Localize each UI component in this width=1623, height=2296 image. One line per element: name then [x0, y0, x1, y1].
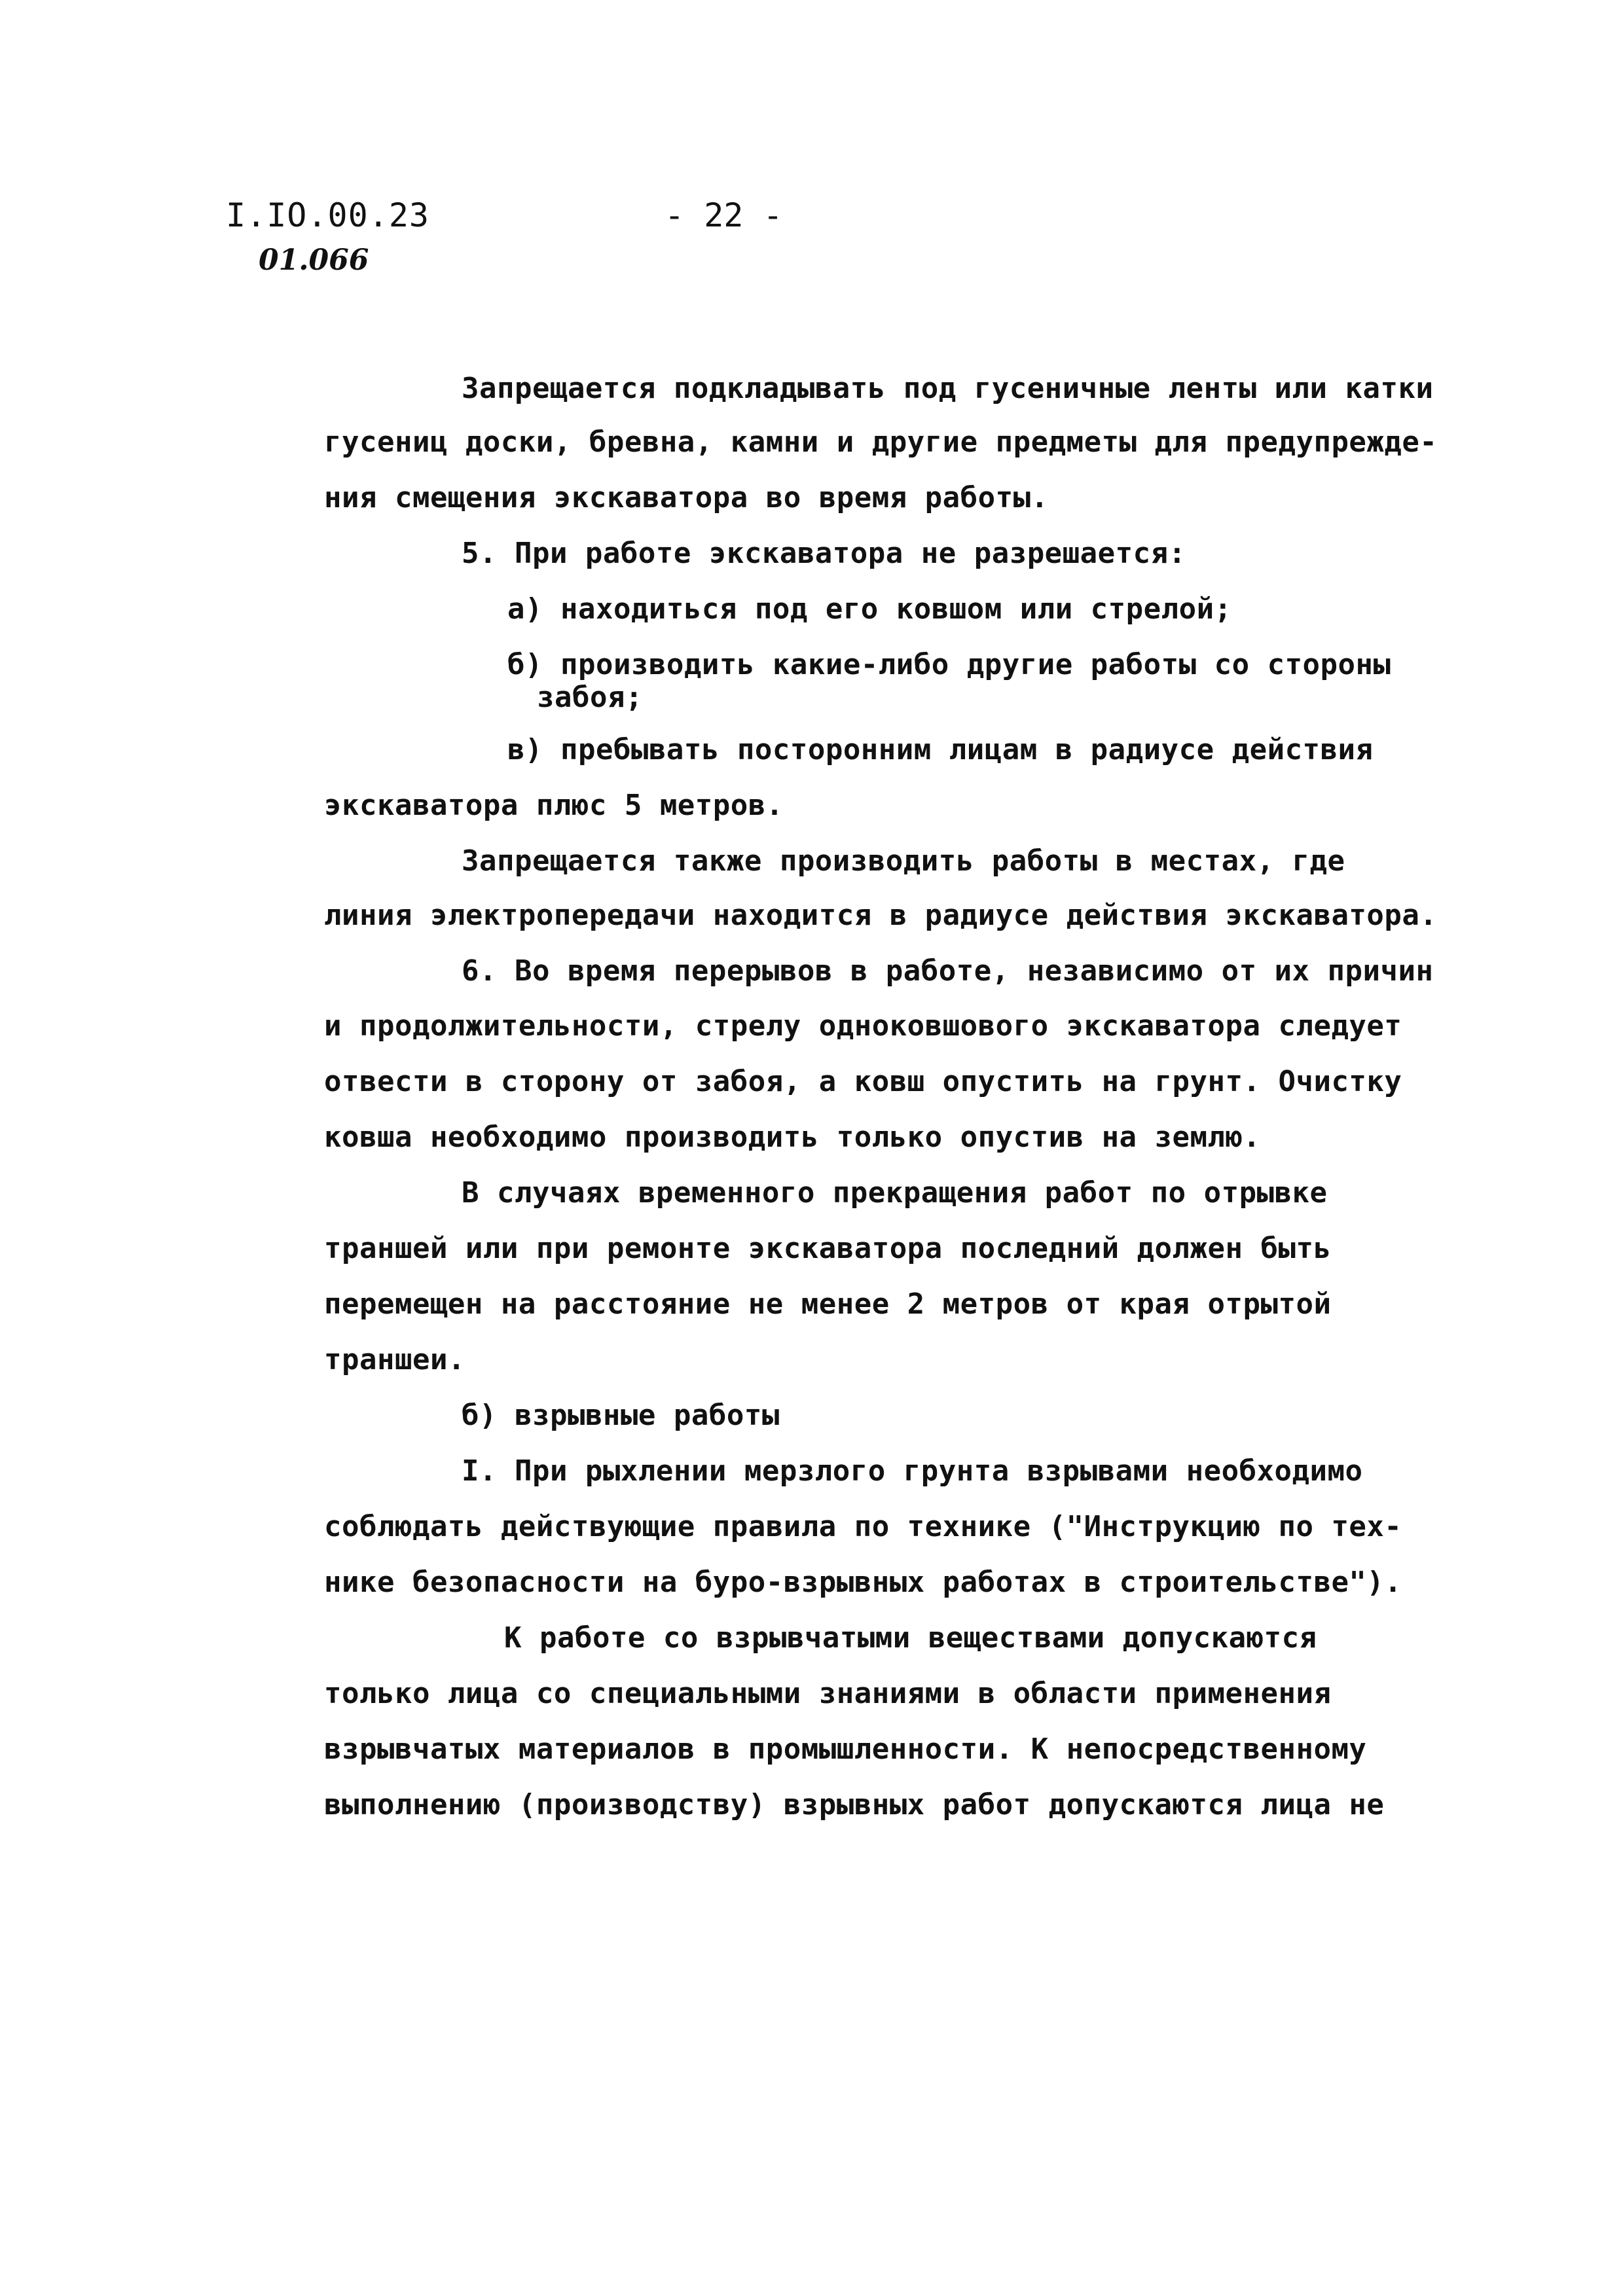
- text-line: I. При рыхлении мерзлого грунта взрывами необходимо: [462, 1454, 1363, 1488]
- text-line: линия электропередачи находится в радиусе действия экскаватора.: [324, 899, 1438, 932]
- handwritten-code: 01.066: [259, 243, 369, 277]
- text-line: Запрещается также производить работы в местах, где: [462, 844, 1345, 878]
- text-line: В случаях временного прекращения работ по отрывке: [462, 1176, 1328, 1210]
- page-number: - 22 -: [665, 196, 783, 234]
- text-line: выполнению (производству) взрывных работ допускаются лица не: [324, 1788, 1385, 1821]
- text-line: 6. Во время перерывов в работе, независимо от их причин: [462, 954, 1434, 988]
- section-heading: б) взрывные работы: [462, 1399, 780, 1432]
- text-line: К работе со взрывчатыми веществами допускаются: [504, 1621, 1317, 1655]
- text-line: соблюдать действующие правила по технике ("Инструкцию по тех-: [324, 1510, 1402, 1543]
- text-line: ния смещения экскаватора во время работы.: [324, 481, 1049, 514]
- text-line: отвести в сторону от забоя, а ковш опустить на грунт. Очистку: [324, 1065, 1402, 1098]
- text-line: только лица со специальными знаниями в области применения: [324, 1677, 1332, 1710]
- text-line: нике безопасности на буро-взрывных работах в строительстве").: [324, 1566, 1402, 1599]
- text-line: а) находиться под его ковшом или стрелой;: [507, 592, 1232, 626]
- text-line: и продолжительности, стрелу одноковшового экскаватора следует: [324, 1009, 1402, 1043]
- text-line: ковша необходимо производить только опустив на землю.: [324, 1121, 1261, 1154]
- text-line: в) пребывать посторонним лицам в радиусе действия: [507, 733, 1374, 766]
- text-line: взрывчатых материалов в промышленности. К непосредственному: [324, 1732, 1367, 1766]
- text-line: Запрещается подкладывать под гусеничные ленты или катки: [462, 372, 1434, 405]
- document-code: I.IO.00.23: [226, 196, 430, 234]
- text-line: перемещен на расстояние не менее 2 метров от края отрытой: [324, 1287, 1332, 1321]
- text-line: экскаватора плюс 5 метров.: [324, 789, 784, 822]
- text-line: б) производить какие-либо другие работы со стороны: [507, 648, 1391, 681]
- text-line: забоя;: [537, 681, 643, 714]
- text-line: 5. При работе экскаватора не разрешается:: [462, 537, 1186, 570]
- text-line: траншей или при ремонте экскаватора последний должен быть: [324, 1232, 1332, 1265]
- text-line: траншеи.: [324, 1343, 465, 1376]
- text-line: гусениц доски, бревна, камни и другие предметы для предупрежде-: [324, 425, 1438, 459]
